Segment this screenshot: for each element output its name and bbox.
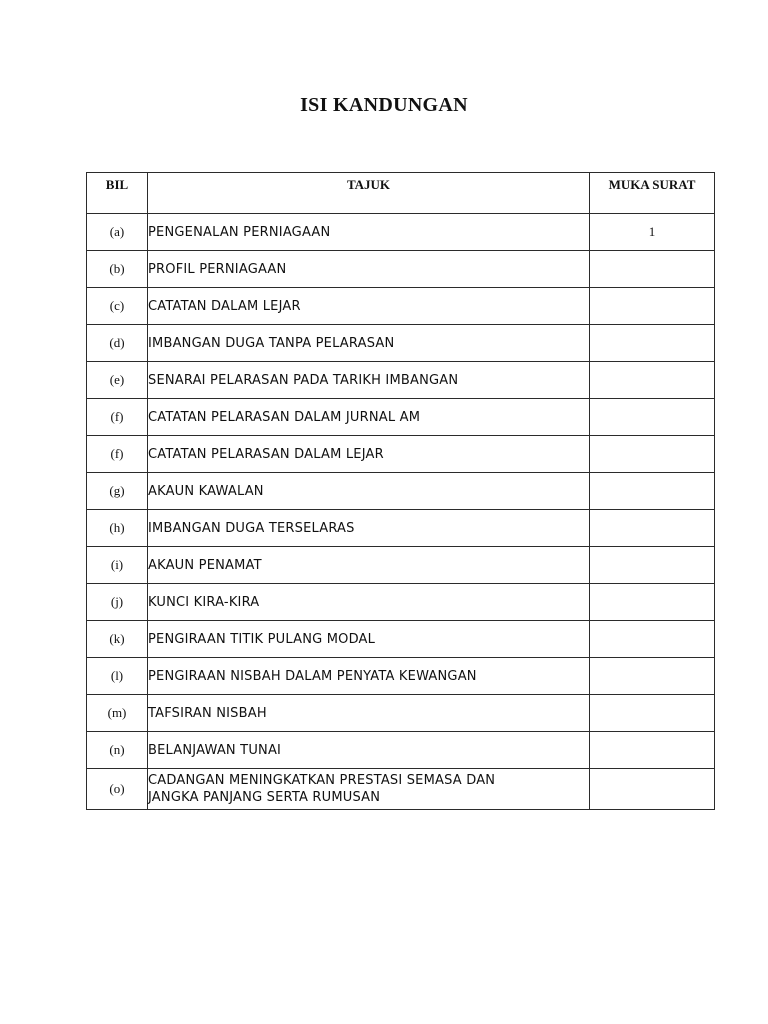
table-row [87, 695, 715, 732]
table-row [87, 769, 715, 810]
row-bil: (e) [87, 362, 148, 399]
row-tajuk: BELANJAWAN TUNAI [148, 732, 590, 769]
row-muka-surat [590, 510, 715, 547]
row-tajuk [148, 769, 590, 810]
table-row [87, 362, 715, 399]
row-tajuk: SENARAI PELARASAN PADA TARIKH IMBANGAN [148, 362, 590, 399]
row-muka-surat [590, 695, 715, 732]
row-bil: (h) [87, 510, 148, 547]
row-tajuk: IMBANGAN DUGA TERSELARAS [148, 510, 590, 547]
row-tajuk-line: JANGKA PANJANG SERTA RUMUSAN [148, 790, 381, 805]
row-tajuk: AKAUN KAWALAN [148, 473, 590, 510]
row-muka-surat [590, 362, 715, 399]
row-tajuk: TAFSIRAN NISBAH [148, 695, 590, 732]
row-bil: (d) [87, 325, 148, 362]
row-muka-surat [590, 288, 715, 325]
page-title: ISI KANDUNGAN [300, 94, 468, 116]
row-bil: (f) [87, 399, 148, 436]
table-row [87, 584, 715, 621]
table-row [87, 288, 715, 325]
row-tajuk: IMBANGAN DUGA TANPA PELARASAN [148, 325, 590, 362]
table-header-row [87, 173, 715, 214]
table-row [87, 473, 715, 510]
row-tajuk-line: CADANGAN MENINGKATKAN PRESTASI SEMASA DAN [148, 773, 496, 788]
row-muka-surat [590, 436, 715, 473]
row-tajuk: AKAUN PENAMAT [148, 547, 590, 584]
row-bil: (n) [87, 732, 148, 769]
row-tajuk: KUNCI KIRA-KIRA [148, 584, 590, 621]
row-bil: (b) [87, 251, 148, 288]
table-row [87, 251, 715, 288]
row-tajuk: PROFIL PERNIAGAAN [148, 251, 590, 288]
header-bil: BIL [87, 173, 148, 214]
row-muka-surat [590, 473, 715, 510]
row-bil: (g) [87, 473, 148, 510]
table-row [87, 621, 715, 658]
table-row [87, 510, 715, 547]
row-tajuk: CATATAN PELARASAN DALAM JURNAL AM [148, 399, 590, 436]
header-tajuk: TAJUK [148, 173, 590, 214]
row-tajuk: PENGIRAAN TITIK PULANG MODAL [148, 621, 590, 658]
row-bil: (i) [87, 547, 148, 584]
row-muka-surat [590, 621, 715, 658]
row-bil: (c) [87, 288, 148, 325]
row-muka-surat: 1 [590, 214, 715, 251]
contents-table [86, 172, 715, 810]
row-muka-surat [590, 769, 715, 810]
row-tajuk: CATATAN PELARASAN DALAM LEJAR [148, 436, 590, 473]
row-muka-surat [590, 658, 715, 695]
row-bil: (o) [87, 769, 148, 810]
row-muka-surat [590, 584, 715, 621]
row-bil: (f) [87, 436, 148, 473]
row-bil: (j) [87, 584, 148, 621]
table-row [87, 658, 715, 695]
table-row [87, 214, 715, 251]
header-muka-surat: MUKA SURAT [590, 173, 715, 214]
row-bil: (l) [87, 658, 148, 695]
row-muka-surat [590, 325, 715, 362]
row-muka-surat [590, 399, 715, 436]
table-row [87, 732, 715, 769]
row-tajuk: PENGENALAN PERNIAGAAN [148, 214, 590, 251]
table-row [87, 547, 715, 584]
table-row [87, 436, 715, 473]
table-row [87, 325, 715, 362]
row-tajuk: CATATAN DALAM LEJAR [148, 288, 590, 325]
table-row [87, 399, 715, 436]
row-muka-surat [590, 547, 715, 584]
row-muka-surat [590, 732, 715, 769]
row-bil: (k) [87, 621, 148, 658]
row-bil: (a) [87, 214, 148, 251]
row-tajuk: PENGIRAAN NISBAH DALAM PENYATA KEWANGAN [148, 658, 590, 695]
row-bil: (m) [87, 695, 148, 732]
row-muka-surat [590, 251, 715, 288]
